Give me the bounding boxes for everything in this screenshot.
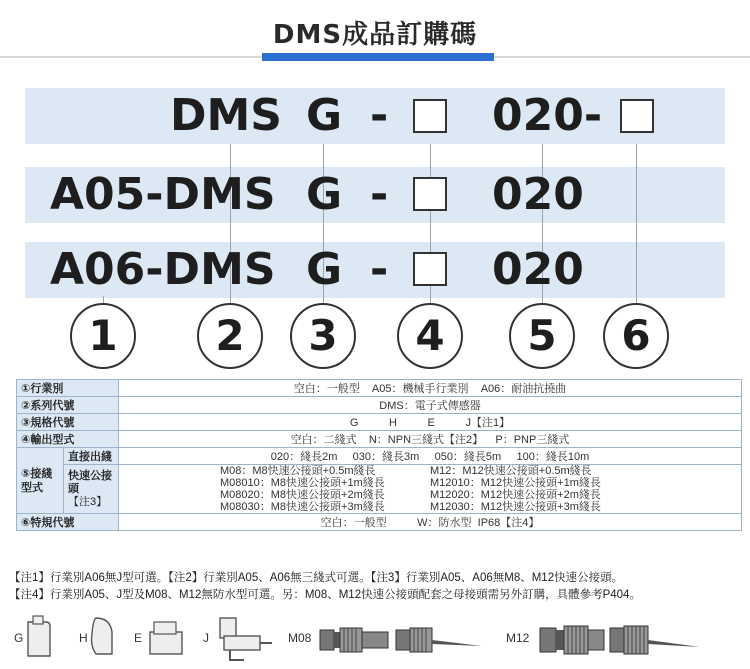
quick-m12-option: M12：M12快速公接頭+0.5m綫長: [430, 465, 592, 477]
spec-table: [16, 379, 742, 531]
quick-m12-option: M12010：M12快速公接頭+1m綫長: [430, 477, 601, 489]
row-label-special: ⑥特規代號: [17, 514, 119, 531]
code-row3-prefix: A06-DMS: [50, 244, 276, 295]
picture-label-j: J: [203, 631, 209, 645]
g-type-sensor-icon: [28, 616, 50, 656]
code-row1-output-box: [413, 99, 447, 133]
note-2: 【注4】行業別A05、J型及M08、M12無防水型可選。另：M08、M12快速公接頭配套之母接頭需另外訂購，具體參考P404。: [9, 589, 641, 601]
picture-label-e: E: [134, 631, 143, 645]
code-row3-output-box: [413, 252, 447, 286]
code-row1-series: G: [306, 90, 343, 141]
picture-label-m08: M08: [288, 631, 312, 645]
picture-label-g: G: [14, 631, 24, 645]
table-row: [17, 431, 742, 448]
code-row2-series: G: [306, 169, 343, 220]
code-row1-prefix: DMS: [170, 90, 282, 141]
position-circle-5: 5: [509, 303, 575, 369]
row-value-series: DMS：電子式傳感器: [119, 397, 742, 414]
note-1: 【注1】行業別A06無J型可選。【注2】行業別A05、A06無三綫式可選。【注3】行業別A05、A06無M8、M12快速公接頭。: [9, 572, 624, 584]
code-row2-size: 020: [492, 169, 584, 220]
sensor-pictures: [0, 610, 750, 669]
position-circle-1: 1: [70, 303, 136, 369]
sub-label-quick-note: 【注3】: [68, 495, 108, 508]
title-accent-bar: [262, 53, 494, 61]
code-row1-special-box: [620, 99, 654, 133]
row-value-direct: 020：綫長2m 030：綫長3m 050：綫長5m 100：綫長10m: [119, 448, 742, 465]
code-row3-series: G: [306, 244, 343, 295]
row-value-output: 空白：二綫式 N：NPN三綫式【注2】 P：PNP三綫式: [119, 431, 742, 448]
code-row2-output-box: [413, 177, 447, 211]
connector-line-6: [636, 144, 637, 306]
position-circle-4: 4: [397, 303, 463, 369]
page-title: DMS成品訂購碼: [272, 20, 478, 50]
m12-cable-icon: [540, 626, 700, 654]
table-row: [17, 514, 742, 531]
code-row1-dash: -: [370, 90, 389, 141]
row-label-series: ②系列代號: [17, 397, 119, 414]
picture-label-m12: M12: [506, 631, 530, 645]
position-circle-3: 3: [290, 303, 356, 369]
code-row3-size: 020: [492, 244, 584, 295]
quick-m8-option: M08020：M8快速公接頭+2m綫長: [220, 489, 385, 501]
code-row3-dash: -: [370, 244, 389, 295]
picture-label-h: H: [79, 631, 88, 645]
quick-m12-option: M12030：M12快速公接頭+3m綫長: [430, 501, 601, 513]
table-row: [17, 448, 742, 465]
quick-m8-option: M08：M8快速公接頭+0.5m綫長: [220, 465, 376, 477]
quick-m8-option: M08010：M8快速公接頭+1m綫長: [220, 477, 385, 489]
row-value-spec: G H E J【注1】: [119, 414, 742, 431]
e-type-sensor-icon: [150, 622, 182, 654]
quick-m8-option: M08030：M8快速公接頭+3m綫長: [220, 501, 385, 513]
code-row2-dash: -: [370, 169, 389, 220]
table-row: [17, 380, 742, 397]
row-label-output: ④輸出型式: [17, 431, 119, 448]
code-row2-prefix: A05-DMS: [50, 169, 276, 220]
sub-label-quick-text: 快速公接頭: [68, 469, 112, 495]
table-row: [17, 414, 742, 431]
code-row1-size: 020-: [492, 90, 603, 141]
table-row: [17, 397, 742, 414]
row-label-spec: ③規格代號: [17, 414, 119, 431]
table-row: [17, 465, 742, 514]
row-label-wiring: ⑤接綫型式: [17, 448, 64, 514]
m08-cable-icon: [320, 628, 482, 652]
row-value-industry: 空白：一般型 A05：機械手行業別 A06：耐油抗撓曲: [119, 380, 742, 397]
sub-label-direct: 直接出綫: [64, 448, 119, 465]
h-type-sensor-icon: [92, 618, 113, 654]
row-label-industry: ①行業別: [17, 380, 119, 397]
sub-label-quick: [64, 465, 119, 514]
j-type-sensor-icon: [220, 618, 272, 660]
row-value-quick: [119, 465, 742, 514]
position-circle-6: 6: [603, 303, 669, 369]
quick-m12-option: M12020：M12快速公接頭+2m綫長: [430, 489, 601, 501]
row-value-special: 空白：一般型 W：防水型 IP68【注4】: [119, 514, 742, 531]
position-circle-2: 2: [197, 303, 263, 369]
